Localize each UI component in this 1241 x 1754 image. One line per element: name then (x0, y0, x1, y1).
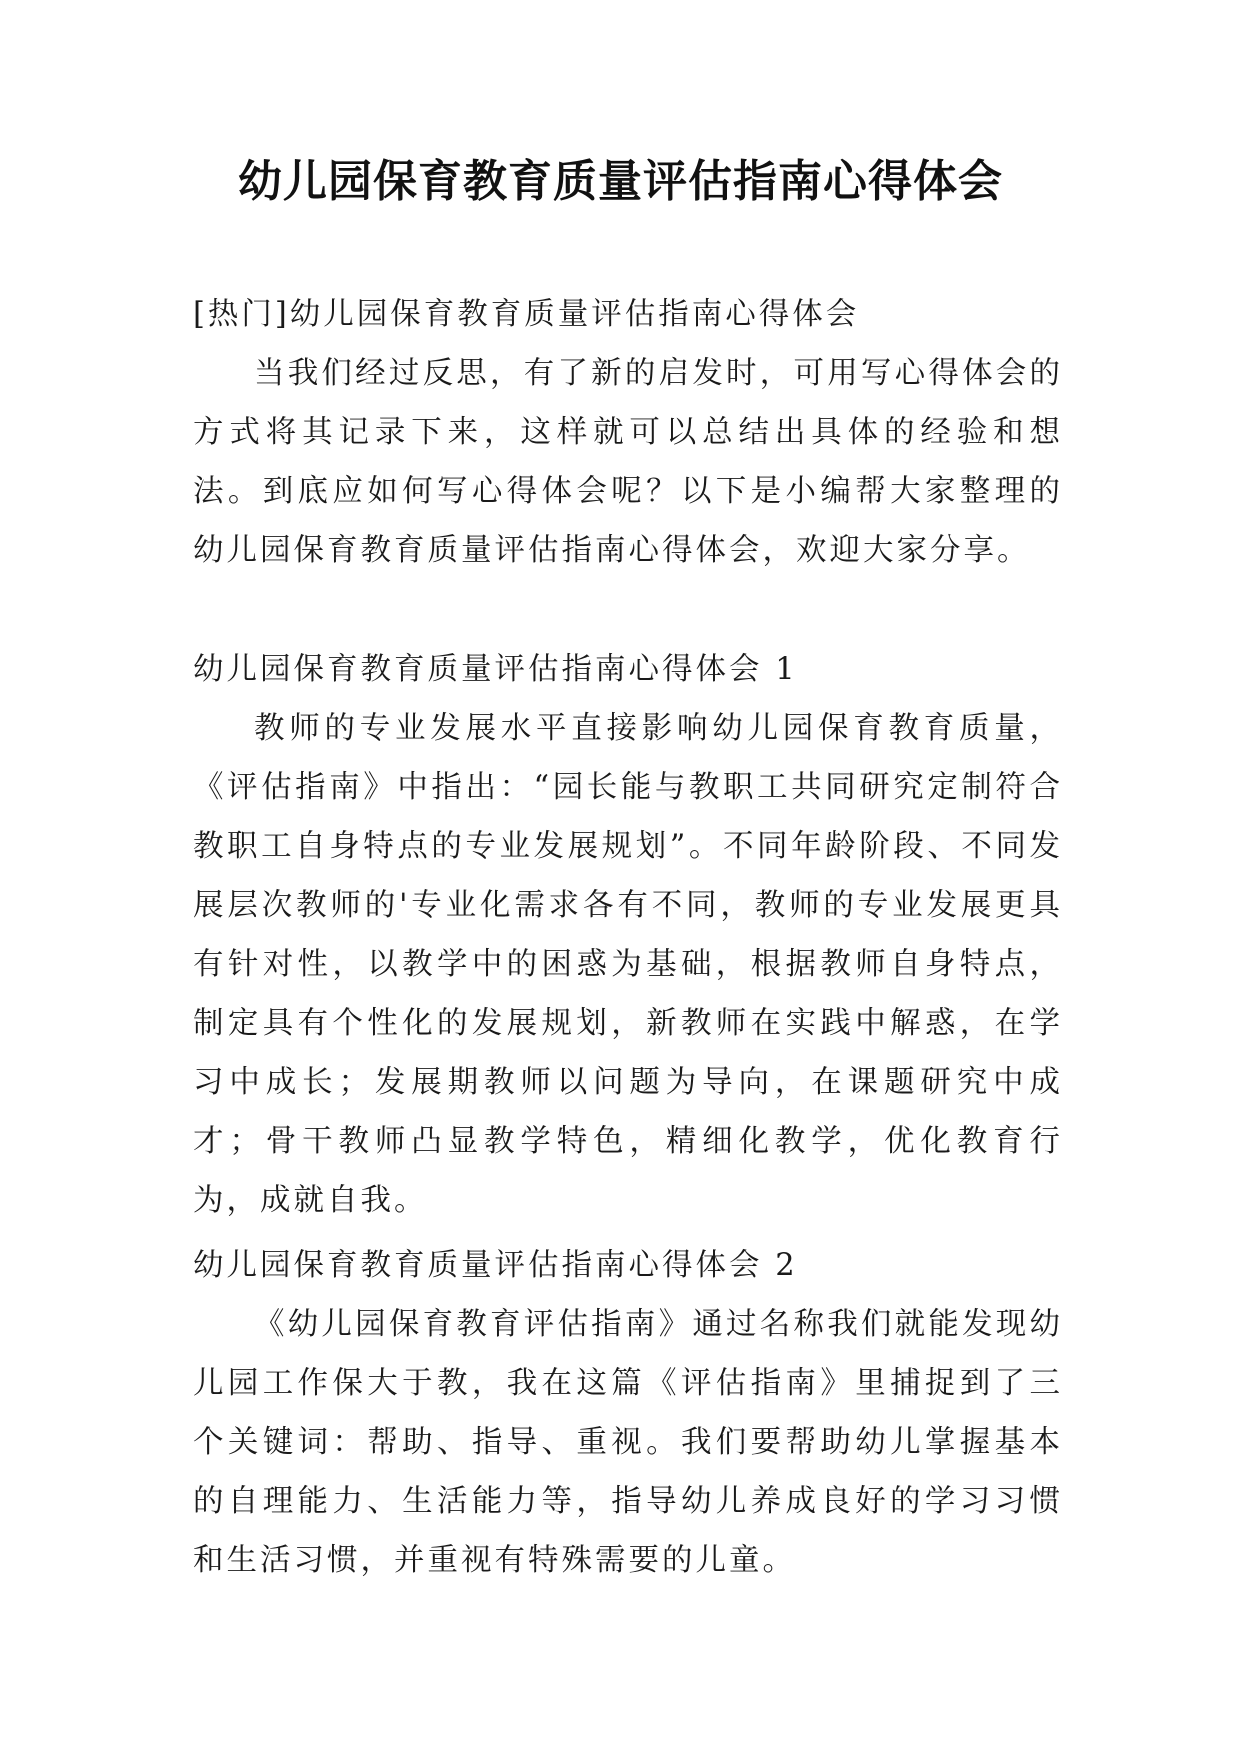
section-heading: 幼儿园保育教育质量评估指南心得体会 2 (193, 1248, 798, 1283)
section-1 (193, 640, 1063, 1230)
intro-heading: [热门]幼儿园保育教育质量评估指南心得体会 (193, 297, 860, 332)
intro-paragraph: 当我们经过反思，有了新的启发时，可用写心得体会的方式将其记录下来，这样就可以总结出具体的经验和想法。到底应如何写心得体会呢？以下是小编帮大家整理的幼儿园保育教育质量评估指南心得体会，欢迎大家分享。 (193, 356, 1063, 568)
section-2 (193, 1236, 1063, 1590)
section-heading: 幼儿园保育教育质量评估指南心得体会 1 (193, 652, 798, 687)
section-paragraph: 教师的专业发展水平直接影响幼儿园保育教育质量，《评估指南》中指出：“园长能与教职工共同研究定制符合教职工自身特点的专业发展规划”。不同年龄阶段、不同发展层次教师的'专业化需求各有不同，教师的专业发展更具有针对性，以教学中的困惑为基础，根据教师自身特点，制定具有个性化的发展规划，新教师在实践中解惑，在学习中成长；发展期教师以问题为导向，在课题研究中成才；骨干教师凸显教学特色，精细化教学，优化教育行为，成就自我。 (193, 711, 1063, 1218)
document-title: 幼儿园保育教育质量评估指南心得体会 (238, 156, 1003, 207)
intro-block (193, 285, 1063, 580)
section-paragraph: 《幼儿园保育教育评估指南》通过名称我们就能发现幼儿园工作保大于教，我在这篇《评估指南》里捕捉到了三个关键词：帮助、指导、重视。我们要帮助幼儿掌握基本的自理能力、生活能力等，指导幼儿养成良好的学习习惯和生活习惯，并重视有特殊需要的儿童。 (193, 1307, 1063, 1578)
